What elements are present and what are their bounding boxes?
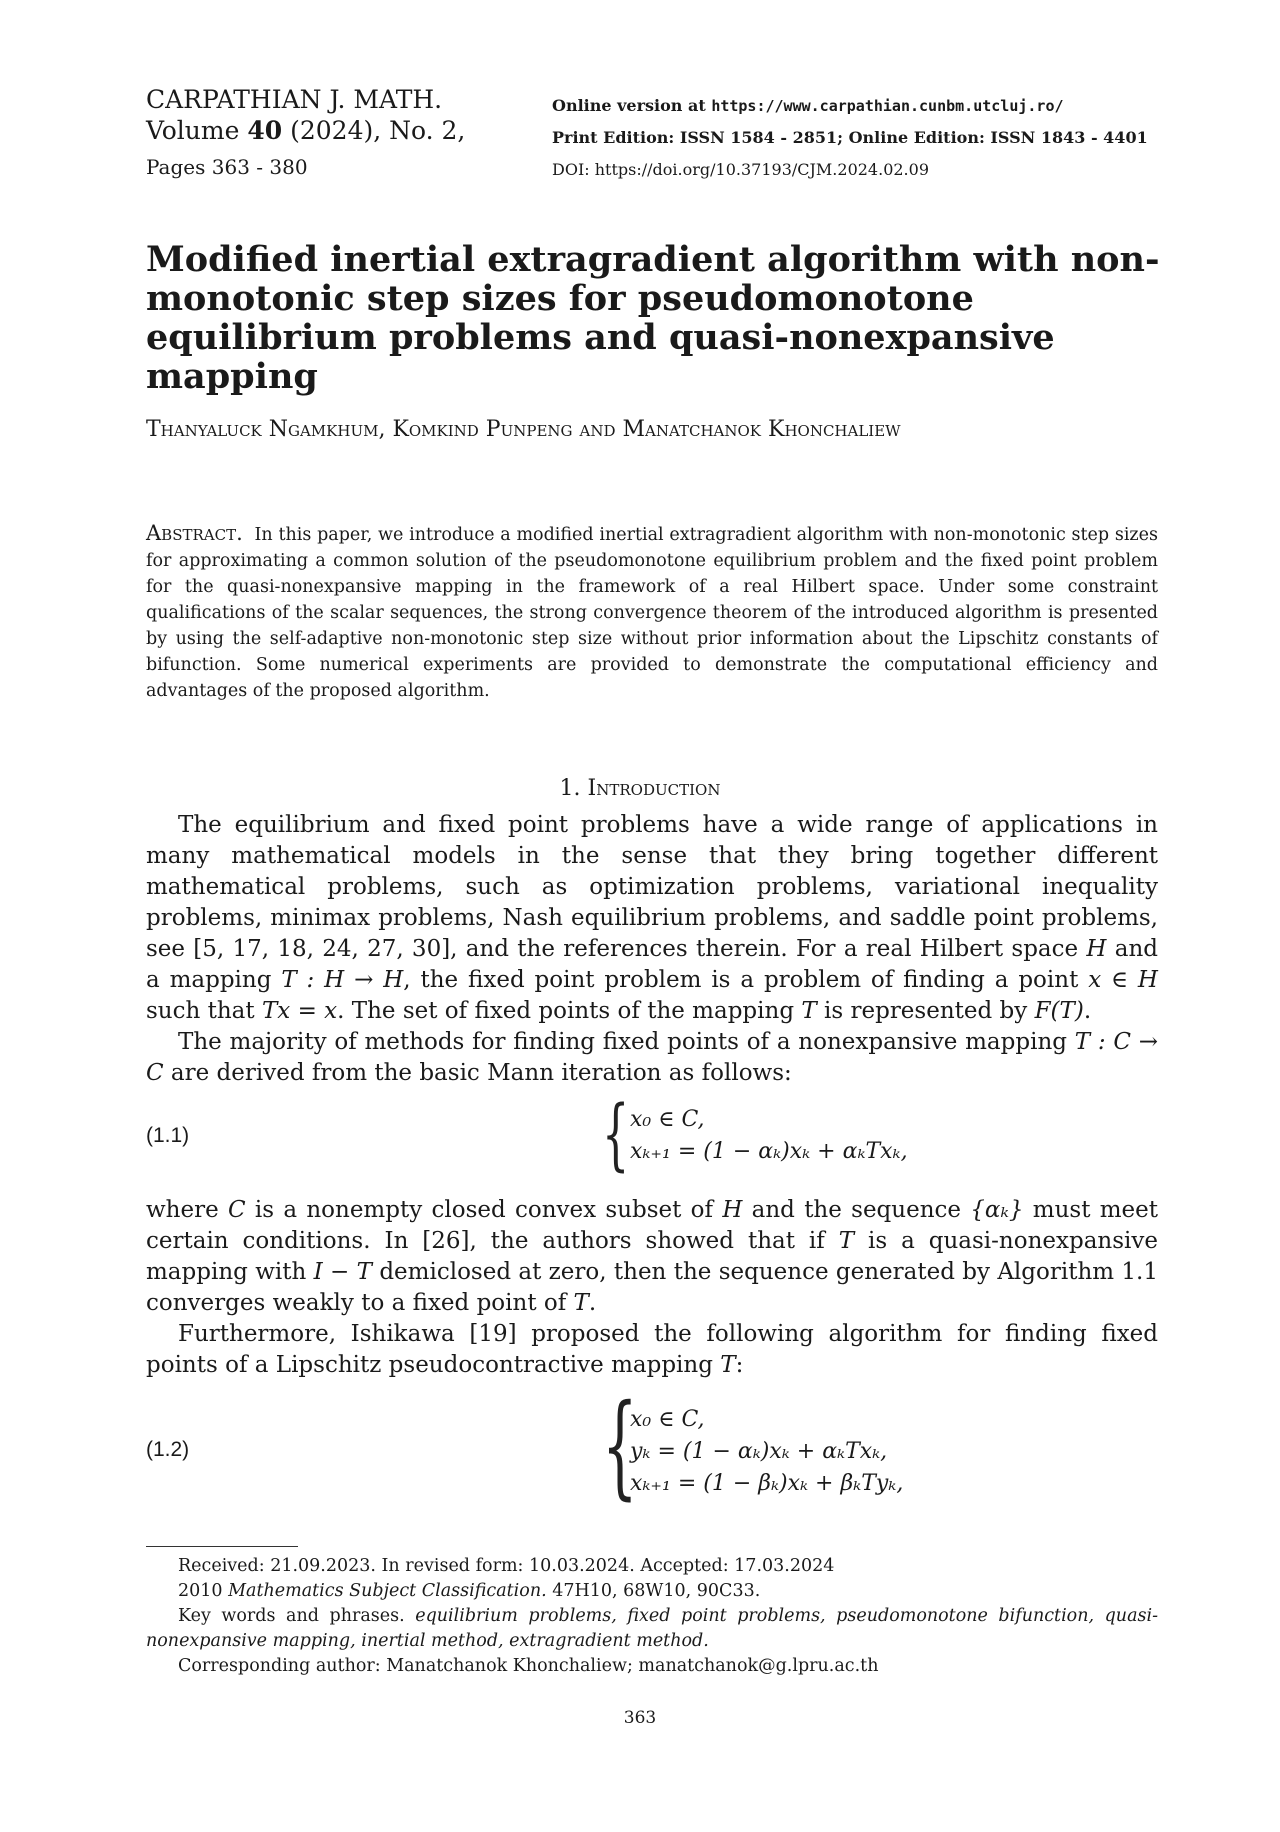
intro-block-1 <box>146 810 1158 1089</box>
equation-1-2 <box>146 1381 1158 1512</box>
paragraph: Furthermore, Ishikawa [19] proposed the following algorithm for finding fixed points of a Lipschitz pseudocontractive mapping T: <box>146 1321 1158 1378</box>
equation-number: (1.2) <box>146 1438 190 1461</box>
journal-name: CARPATHIAN J. MATH. <box>146 85 443 114</box>
abstract-text: In this paper, we introduce a modified inertial extragradient algorithm with non-monotonic step sizes for approximating a common solution of the pseudomonotone equilibrium problem and the fixed point problem for the quasi-nonexpansive mapping in the framework of a real Hilbert space. Under some constraint qualifications of the scalar sequences, the strong convergence theorem of the introduced algorithm is presented by using the self-adaptive non-monotonic step size without prior information about the Lipschitz constants of bifunction. Some numerical experiments are provided to demonstrate the computational efficiency and advantages of the proposed algorithm. <box>146 525 1158 701</box>
equation-number: (1.1) <box>146 1124 190 1147</box>
intro-block-2 <box>146 1195 1158 1381</box>
equation-line: x₀ ∈ C, <box>630 1107 705 1132</box>
publication-info <box>552 90 1148 186</box>
msc-classification: 2010 Mathematics Subject Classification. 47H10, 68W10, 90C33. <box>178 1581 761 1601</box>
equation-line: x₀ ∈ C, <box>630 1407 705 1432</box>
abstract-label: Abstract. <box>146 521 243 545</box>
online-url-link[interactable]: https://www.carpathian.cunbm.utcluj.ro/ <box>711 97 1064 115</box>
paragraph: The majority of methods for finding fixed points of a nonexpansive mapping T : C → C are derived from the basic Mann iteration as follows: <box>146 1029 1158 1086</box>
paragraph: where C is a nonempty closed convex subset of H and the sequence {αₖ} must meet certain conditions. In [26], the authors showed that if T is a quasi-nonexpansive mapping with I − T demiclosed at zero, then the sequence generated by Algorithm 1.1 converges weakly to a fixed point of T. <box>146 1197 1158 1316</box>
journal-volume: Volume 40 (2024), No. 2, <box>146 116 466 145</box>
equation-1-1 <box>146 1090 1158 1180</box>
section-heading: 1. Introduction <box>559 776 721 801</box>
paper-title: Modified inertial extragradient algorithm with non-monotonic step sizes for pseudomonotone equilibrium problems and quasi-nonexpansive mapping <box>146 239 1160 397</box>
left-brace-icon: { <box>602 1090 630 1180</box>
keywords: Key words and phrases. equilibrium problems, fixed point problems, pseudomonotone bifunction, quasi-nonexpansive mapping, inertial method, extragradient method. <box>146 1606 1158 1651</box>
volume-number: 40 <box>247 116 283 145</box>
equation-line: yₖ = (1 − αₖ)xₖ + αₖTxₖ, <box>630 1439 888 1464</box>
left-brace-icon: { <box>602 1381 638 1511</box>
paragraph: The equilibrium and fixed point problems have a wide range of applications in many mathematical models in the sense that they bring together different mathematical problems, such as optimization problems, variational inequality problems, minimax problems, Nash equilibrium problems, and saddle point problems, see [5, 17, 18, 24, 27, 30], and the references therein. For a real Hilbert space H and a mapping T : H → H, the fixed point problem is a problem of finding a point x ∈ H such that Tx = x. The set of fixed points of the mapping T is represented by F(T). <box>146 812 1158 1024</box>
received-dates: Received: 21.09.2023. In revised form: 10.03.2024. Accepted: 17.03.2024 <box>178 1556 835 1576</box>
footnotes <box>146 1554 1158 1679</box>
journal-pages: Pages 363 - 380 <box>146 155 308 179</box>
abstract <box>146 520 1158 704</box>
online-version: Online version at https://www.carpathian.cunbm.utcluj.ro/ <box>552 96 1064 115</box>
journal-header <box>146 84 465 183</box>
footnote-divider <box>146 1546 298 1547</box>
equation-line: xₖ₊₁ = (1 − αₖ)xₖ + αₖTxₖ, <box>630 1139 908 1164</box>
equation-line: xₖ₊₁ = (1 − βₖ)xₖ + βₖTyₖ, <box>630 1471 904 1496</box>
corresponding-author: Corresponding author: Manatchanok Khonchaliew; manatchanok@g.lpru.ac.th <box>178 1656 879 1676</box>
author-list: Thanyaluck Ngamkhum, Komkind Punpeng and Manatchanok Khonchaliew <box>146 417 901 442</box>
page-number: 363 <box>623 1708 657 1728</box>
doi-link[interactable]: DOI: https://doi.org/10.37193/CJM.2024.02.09 <box>552 160 929 179</box>
issn-info: Print Edition: ISSN 1584 - 2851; Online Edition: ISSN 1843 - 4401 <box>552 128 1148 147</box>
